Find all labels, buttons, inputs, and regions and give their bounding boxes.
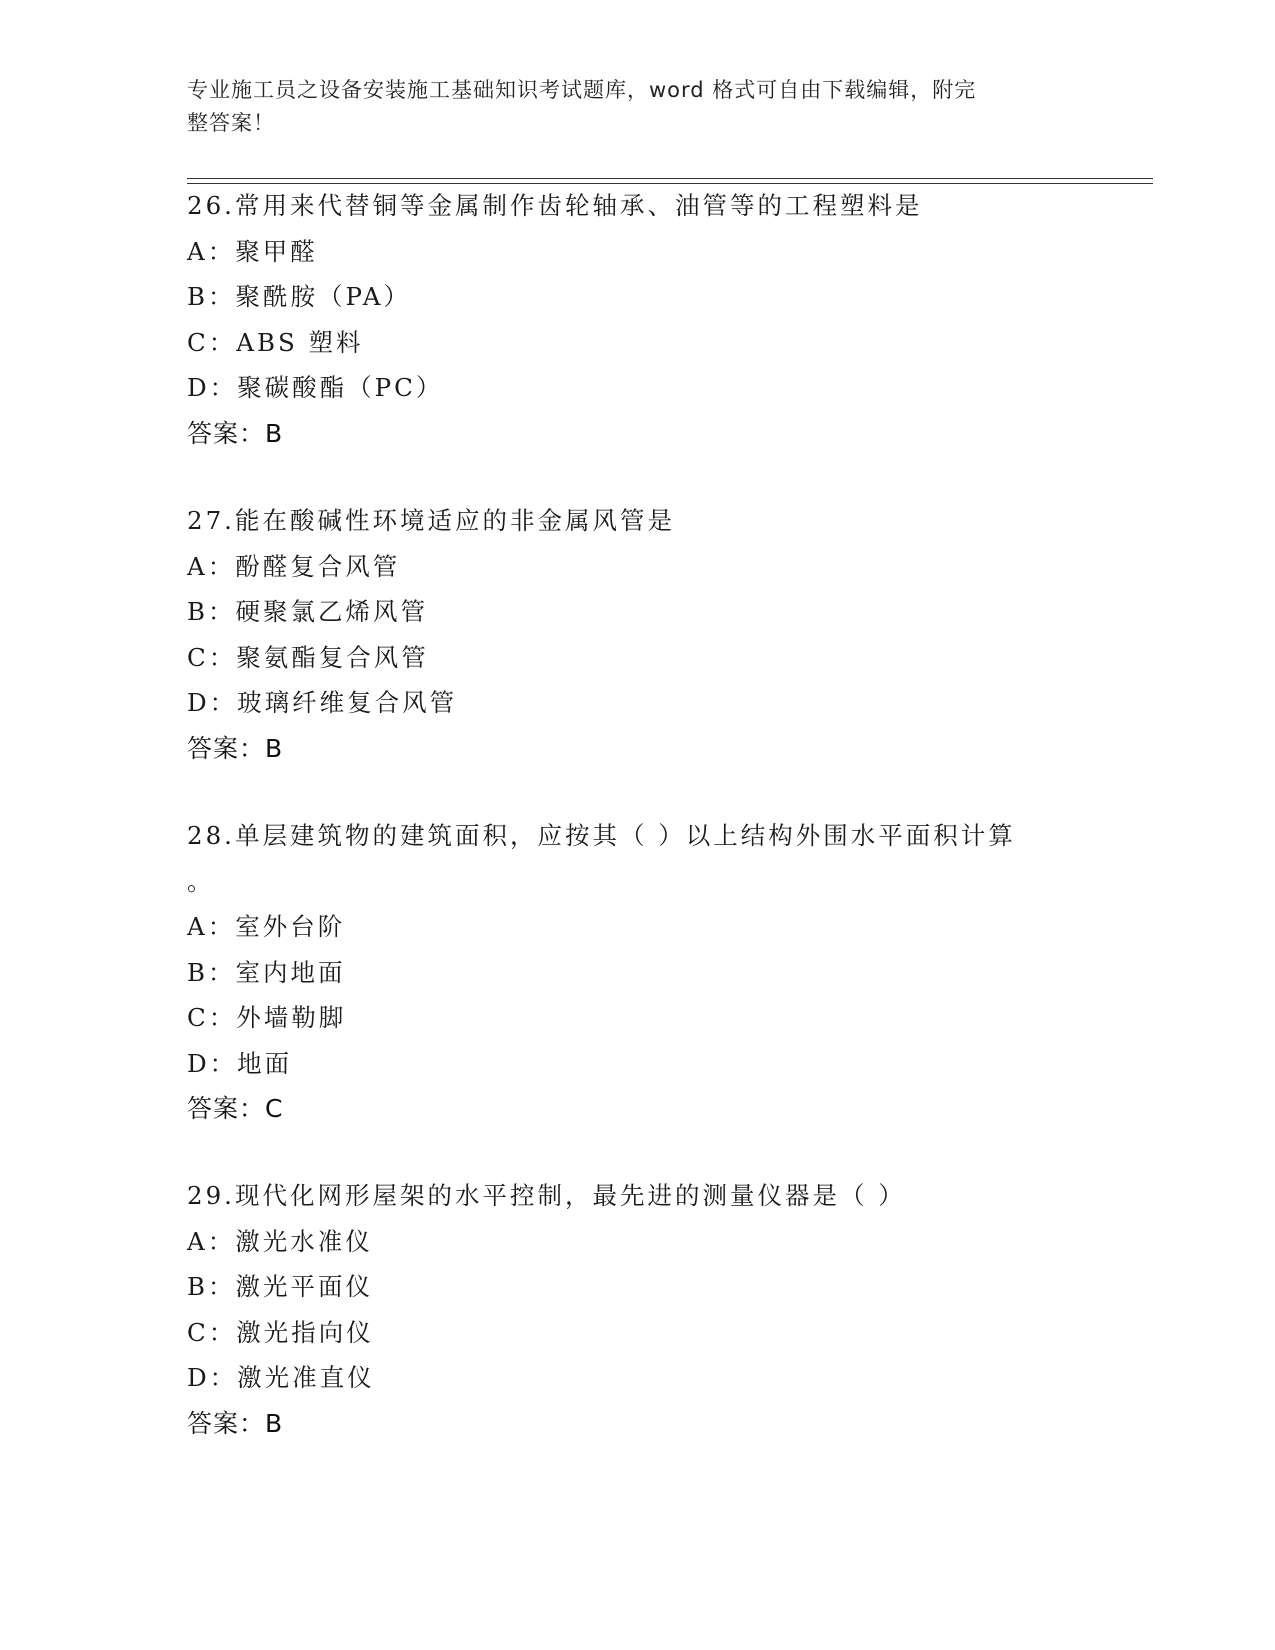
answer-line: 答案：B	[187, 1408, 284, 1438]
option-text: 激光水准仪	[235, 1226, 373, 1256]
option-text: 聚氨酯复合风管	[236, 642, 429, 672]
question-stem: 27.能在酸碱性环境适应的非金属风管是	[187, 506, 675, 535]
option-a	[187, 544, 1087, 590]
option-text: 激光平面仪	[235, 1272, 374, 1301]
document-header	[187, 74, 1067, 140]
answer-line: 答案：C	[187, 1094, 284, 1123]
option-text: 室内地面	[235, 957, 346, 987]
option-letter: B：	[187, 1272, 236, 1301]
option-letter: A：	[187, 236, 236, 266]
question-28	[187, 813, 1087, 1132]
option-b	[187, 274, 1087, 320]
option-text: 聚甲醛	[235, 236, 318, 266]
option-text: 酚醛复合风管	[235, 551, 401, 581]
question-stem-continuation: 。	[187, 866, 212, 896]
option-letter: B：	[187, 957, 236, 987]
option-c	[187, 995, 1087, 1041]
option-c	[187, 635, 1087, 681]
option-letter: A：	[187, 1226, 236, 1256]
question-stem: 26.常用来代替铜等金属制作齿轮轴承、油管等的工程塑料是	[187, 191, 923, 220]
option-a	[187, 229, 1087, 275]
answer-line: 答案：B	[187, 418, 284, 448]
question-27	[187, 498, 1087, 771]
question-stem: 28.单层建筑物的建筑面积，应按其（ ）以上结构外围水平面积计算	[187, 821, 1016, 850]
option-d	[187, 1355, 1087, 1401]
option-letter: D：	[187, 1048, 238, 1078]
option-text: 激光指向仪	[236, 1317, 374, 1347]
question-stem: 29.现代化网形屋架的水平控制，最先进的测量仪器是（ ）	[187, 1181, 906, 1210]
option-letter: D：	[187, 688, 238, 717]
option-c	[187, 320, 1087, 366]
option-letter: A：	[187, 912, 236, 941]
header-divider-top	[187, 178, 1153, 179]
option-text: ABS 塑料	[236, 327, 364, 357]
option-letter: A：	[187, 551, 236, 581]
option-letter: C：	[187, 327, 237, 357]
option-text: 硬聚氯乙烯风管	[235, 597, 429, 626]
option-text: 室外台阶	[235, 912, 346, 941]
option-d	[187, 680, 1087, 726]
header-line-2: 整答案！	[187, 111, 275, 135]
answer-line: 答案：B	[187, 733, 284, 763]
option-letter: D：	[187, 1363, 238, 1392]
option-letter: C：	[187, 1317, 237, 1347]
question-29	[187, 1173, 1087, 1446]
option-letter: C：	[187, 1003, 237, 1032]
header-line-1: 专业施工员之设备安装施工基础知识考试题库，word 格式可自由下载编辑，附完	[187, 78, 977, 102]
option-c	[187, 1310, 1087, 1356]
option-a	[187, 1219, 1087, 1265]
option-text: 玻璃纤维复合风管	[237, 688, 458, 717]
option-b	[187, 1264, 1087, 1310]
option-text: 地面	[237, 1048, 293, 1078]
question-26	[187, 183, 1087, 456]
option-text: 聚酰胺（PA）	[235, 282, 411, 311]
option-letter: B：	[187, 597, 236, 626]
option-letter: D：	[187, 373, 238, 402]
option-b	[187, 950, 1087, 996]
option-d	[187, 1041, 1087, 1087]
option-b	[187, 589, 1087, 635]
option-letter: B：	[187, 282, 236, 311]
option-letter: C：	[187, 642, 237, 672]
option-a	[187, 904, 1087, 950]
option-d	[187, 365, 1087, 411]
option-text: 聚碳酸酯（PC）	[237, 373, 444, 402]
option-text: 激光准直仪	[237, 1363, 375, 1392]
option-text: 外墙勒脚	[236, 1003, 347, 1032]
